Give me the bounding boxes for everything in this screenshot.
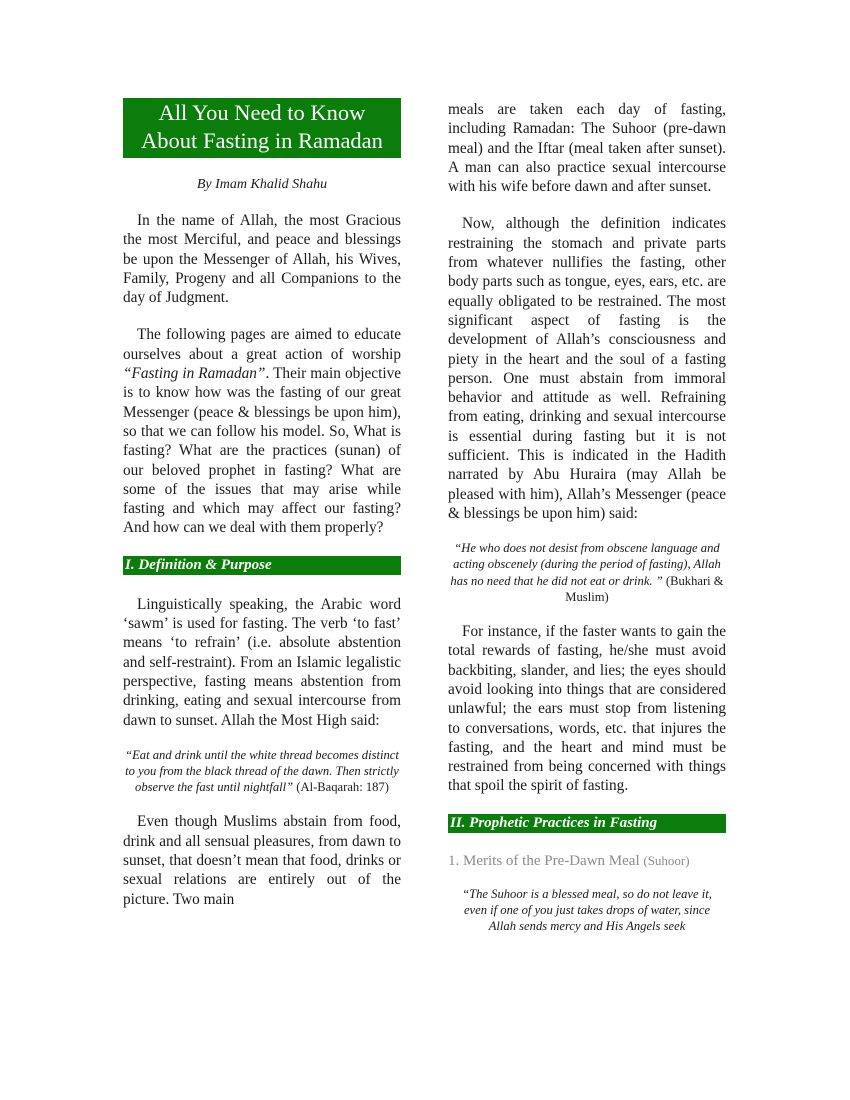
- author-byline: By Imam Khalid Shahu: [196, 177, 328, 192]
- subheading-main: 1. Merits of the Pre-Dawn Meal: [448, 852, 644, 869]
- quran-quote-source: (Al-Baqarah: 187): [293, 780, 389, 795]
- hadith-quote-text: “He who does not desist from obscene language and acting obscenely (during the period of fasting), Allah has no need that he did not eat or drink. ”: [450, 541, 721, 588]
- suhoor-hadith-quote: [450, 886, 724, 935]
- left-column: [123, 98, 401, 909]
- intro-paragraph-2: [123, 325, 401, 537]
- restraint-paragraph: Now, although the definition indicates restraining the stomach and private parts from whatever nullifies the fasting, other body parts such as tongue, eyes, ears, etc. are equally obligated to be restrained. The most significant aspect of fasting is the development of Allah’s consciousness and piety in the heart and the soul of a fasting person. One must abstain from immoral behavior and attitude as well. Refraining from eating, drinking and sexual intercourse is essential during fasting but it is not sufficient. This is indicated in the Hadith narrated by Abu Huraira (may Allah be pleased with him), Allah’s Messenger (peace & blessings be upon him) said:: [448, 215, 726, 522]
- quran-quote-text: “Eat and drink until the white thread becomes distinct to you from the black thread of the dawn. Then strictly observe the fast until nightfall”: [125, 747, 399, 795]
- section-heading-definition: I. Definition & Purpose: [123, 556, 401, 575]
- document-title: [123, 98, 401, 158]
- quran-quote: [125, 747, 399, 796]
- subheading-suhoor-merits: [448, 853, 726, 870]
- right-column: [448, 100, 726, 951]
- intro-p2-text-a: The following pages are aimed to educate ourselves about a great action of worship: [123, 326, 401, 363]
- hadith-quote-source: (Bukhari & Muslim): [565, 573, 724, 604]
- title-line-1: All You Need to Know: [158, 100, 366, 125]
- suhoor-quote-text: “The Suhoor is a blessed meal, so do not leave it, even if one of you just takes drops of water, since Allah sends mercy and His Angels seek: [462, 886, 712, 934]
- intro-p2-emphasis: “Fasting in Ramadan”: [123, 365, 266, 383]
- section-heading-prophetic-practices: II. Prophetic Practices in Fasting: [448, 814, 726, 833]
- intro-paragraph-1: In the name of Allah, the most Gracious the most Merciful, and peace and blessings be upon the Messenger of Allah, his Wives, Family, Progeny and all Companions to the day of Judgment.: [123, 212, 401, 307]
- intro-p2-text-b: . Their main objective is to know how was the fasting of our great Messenger (peace & blessings be upon him), so that we can follow his model. So, What is fasting? What are the practices (sunan) of our beloved prophet in fasting? What are some of the issues that may arise while fasting and which may affect our fasting? And how can we deal with them properly?: [123, 365, 402, 537]
- hadith-quote: [450, 540, 724, 605]
- rewards-paragraph: For instance, if the faster wants to gain the total rewards of fasting, he/she must avoid backbiting, slander, and lies; the eyes should avoid looking into things that are considered unlawful; the ears must stop from listening to conversations, words, etc. that injures the fasting, and the heart and mind must be restrained from being concerned with things that spoil the spirit of fasting.: [448, 623, 726, 795]
- title-line-2: About Fasting in Ramadan: [141, 128, 383, 153]
- subheading-suhoor: (Suhoor): [643, 852, 690, 868]
- definition-paragraph-1: Linguistically speaking, the Arabic word ‘sawm’ is used for fasting. The verb ‘to fast’ means ‘to refrain’ (i.e. absolute abstention and self-restraint). From an Islamic legalistic perspective, fasting means abstention from drinking, eating and sexual intercourse from dawn to sunset. Allah the Most High said:: [123, 595, 401, 729]
- meals-paragraph: meals are taken each day of fasting, including Ramadan: The Suhoor (pre-dawn meal) and the Iftar (meal taken after sunset). A man can also practice sexual intercourse with his wife before dawn and after sunset.: [448, 101, 726, 196]
- definition-paragraph-2: Even though Muslims abstain from food, drink and all sensual pleasures, from dawn to sunset, that doesn’t mean that food, drinks or sexual relations are entirely out of the picture. Two main: [123, 813, 401, 908]
